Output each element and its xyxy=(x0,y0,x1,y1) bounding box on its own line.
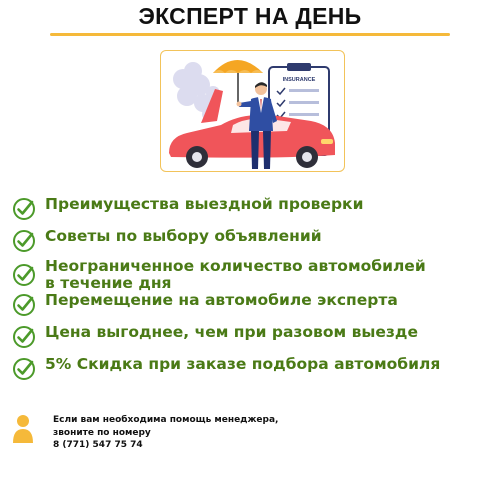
person-icon xyxy=(12,414,34,444)
check-circle-icon xyxy=(12,293,36,317)
check-circle-icon xyxy=(12,197,36,221)
feature-item-6 xyxy=(12,356,475,381)
contact-line-1: Если вам необходима помощь менеджера, xyxy=(53,415,279,425)
feature-label: Перемещение на автомобиле эксперта xyxy=(45,291,398,309)
feature-label: Неограниченное количество автомобилей в течение дня xyxy=(45,257,426,292)
contact-block xyxy=(12,414,452,452)
feature-item-1 xyxy=(12,196,475,221)
check-circle-icon xyxy=(12,357,36,381)
feature-label: Советы по выбору объявлений xyxy=(45,227,322,245)
car-insurance-illustration xyxy=(160,50,345,172)
page-title: ЭКСПЕРТ НА ДЕНЬ xyxy=(138,3,362,29)
contact-text xyxy=(53,414,278,452)
feature-item-2 xyxy=(12,228,475,253)
contact-line-2: звоните по номеру xyxy=(53,427,151,438)
title-underline xyxy=(50,33,450,36)
contact-phone[interactable]: 8 (771) 547 75 74 xyxy=(53,440,143,450)
feature-label: Цена выгоднее, чем при разовом выезде xyxy=(45,323,418,341)
feature-item-4 xyxy=(12,292,475,317)
feature-item-3 xyxy=(12,258,440,292)
illustration-svg xyxy=(161,51,344,171)
feature-label: 5% Скидка при заказе подбора автомобиля xyxy=(45,355,441,373)
feature-label: Преимущества выездной проверки xyxy=(45,195,364,213)
check-circle-icon xyxy=(12,263,36,287)
check-circle-icon xyxy=(12,325,36,349)
check-circle-icon xyxy=(12,229,36,253)
feature-item-5 xyxy=(12,324,475,349)
insurance-label: INSURANCE xyxy=(282,77,316,83)
